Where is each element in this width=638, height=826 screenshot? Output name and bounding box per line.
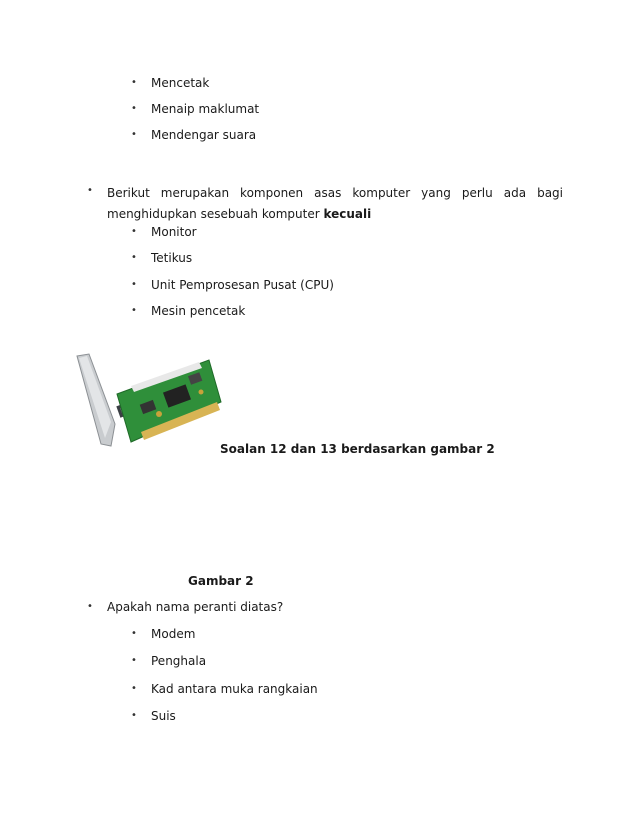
bullet-dot: •: [131, 710, 137, 721]
question-12-text: Apakah nama peranti diatas?: [107, 600, 284, 614]
option-item: Penghala: [151, 654, 207, 668]
list-item: Menaip maklumat: [151, 102, 260, 116]
option-item: Monitor: [151, 225, 197, 239]
bullet-dot: •: [131, 655, 137, 666]
option-item: Mesin pencetak: [151, 304, 246, 318]
question-11-emphasis: kecuali: [323, 207, 372, 221]
option-item: Unit Pemprosesan Pusat (CPU): [151, 278, 334, 292]
option-item: Suis: [151, 709, 176, 723]
bullet-dot: •: [131, 305, 137, 316]
question-11-text: Berikut merupakan komponen asas komputer yang perlu ada bagi menghidupkan sesebuah komputer kecuali: [107, 186, 563, 221]
bullet-dot: •: [131, 279, 137, 290]
option-item: Modem: [151, 627, 196, 641]
bullet-dot: •: [131, 252, 137, 263]
figure-instruction: Soalan 12 dan 13 berdasarkan gambar 2: [220, 442, 495, 456]
option-item: Tetikus: [151, 251, 193, 265]
bullet-dot: •: [131, 628, 137, 639]
bullet-dot: •: [87, 185, 93, 196]
list-item: Mendengar suara: [151, 128, 257, 142]
list-item: Mencetak: [151, 76, 210, 90]
bullet-dot: •: [131, 129, 137, 140]
bullet-dot: •: [87, 601, 93, 612]
network-card-image: [71, 352, 223, 452]
option-item: Kad antara muka rangkaian: [151, 682, 318, 696]
bullet-dot: •: [131, 77, 137, 88]
bullet-dot: •: [131, 103, 137, 114]
bullet-dot: •: [131, 226, 137, 237]
bullet-dot: •: [131, 683, 137, 694]
figure-caption: Gambar 2: [188, 574, 254, 588]
